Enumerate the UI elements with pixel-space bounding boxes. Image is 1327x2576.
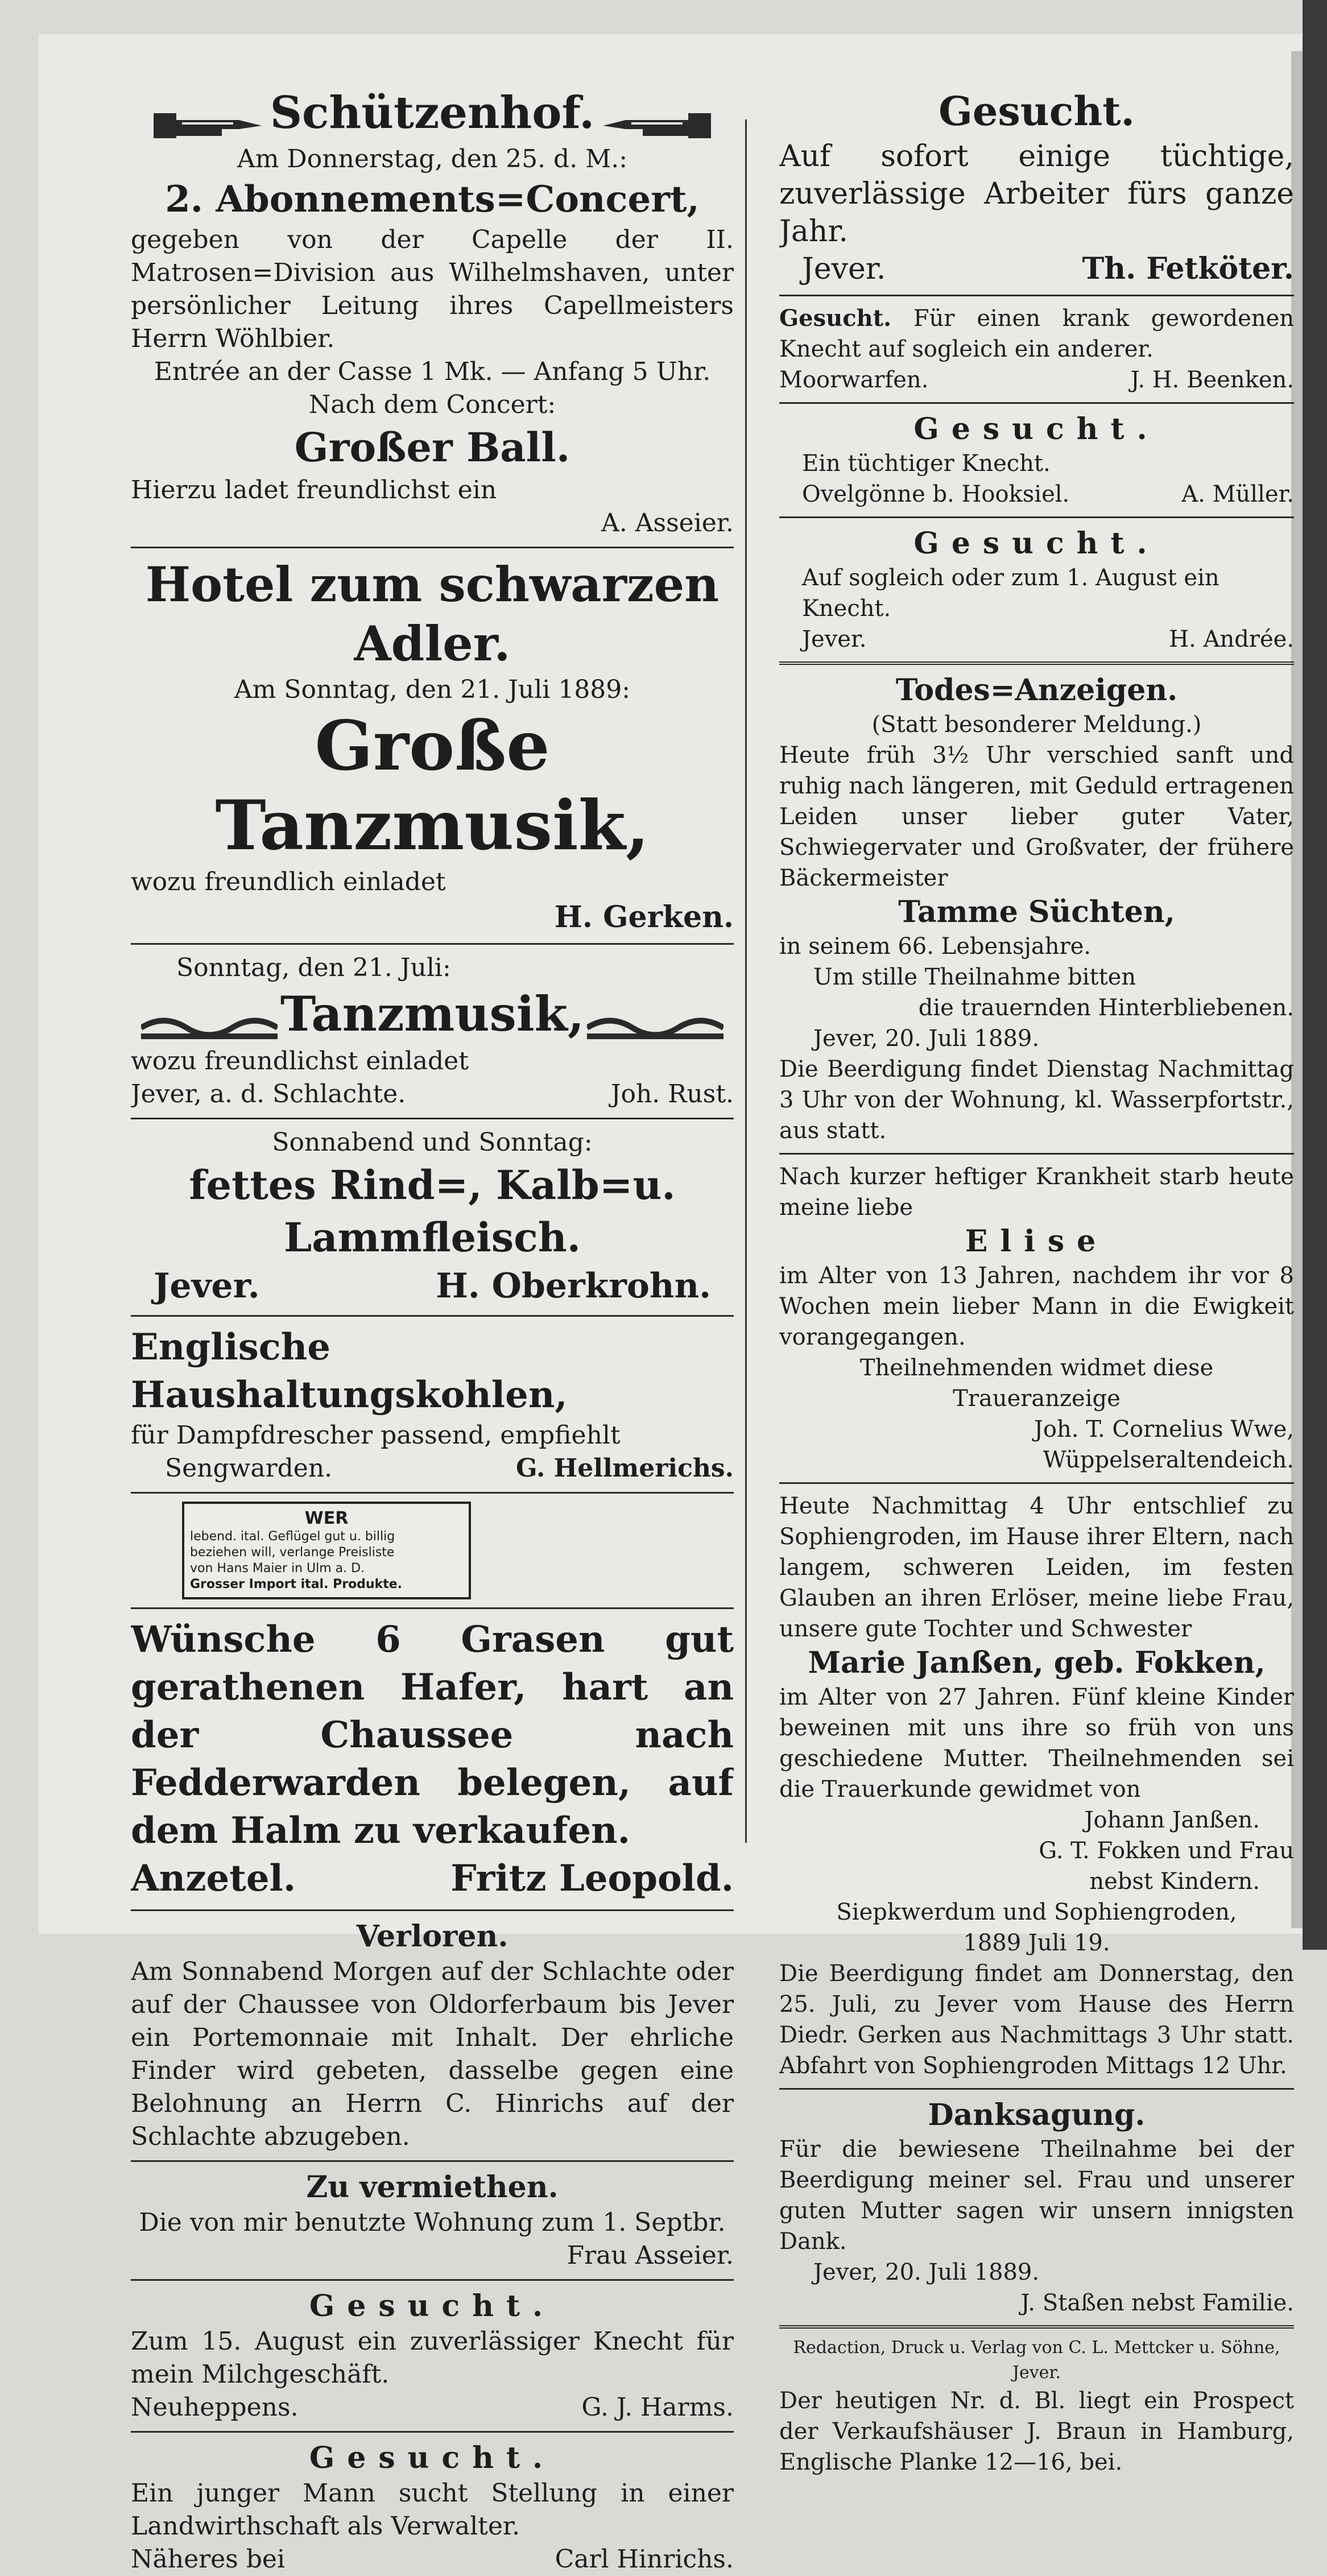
notice-signature-place: Wüppelseraltendeich. — [1043, 1447, 1294, 1473]
ad-headline: Große Tanzmusik, — [215, 705, 650, 866]
ad-separator — [779, 516, 1294, 518]
ad-signature: G. J. Harms. — [581, 2393, 734, 2422]
notice-subtitle: (Statt besonderer Meldung.) — [871, 712, 1202, 738]
pointing-hand-left-icon — [597, 109, 711, 143]
ad-line: beziehen will, verlange Preisliste — [190, 1545, 395, 1560]
ad-place: Jever, a. d. Schlachte. — [131, 1080, 406, 1109]
ad-place: Jever. — [802, 252, 886, 286]
ad-place: Anzetel. — [131, 1857, 296, 1900]
notice-title: Todes=Anzeigen. — [895, 673, 1178, 708]
ad-signature: J. H. Beenken. — [1130, 367, 1294, 393]
ad-signature: H. Oberkrohn. — [436, 1266, 711, 1306]
ad-body: Für einen krank gewordenen Knecht auf sogleich ein anderer. — [779, 305, 1294, 362]
notice-body: im Alter von 13 Jahren, nachdem ihr vor 8 Wochen mein lieber Mann in die Ewigkeit vorangegangen. — [779, 1263, 1294, 1350]
ad-signature: A. Müller. — [1181, 481, 1294, 507]
ad-signature: Th. Fetköter. — [1082, 251, 1294, 286]
ad-place: Näheres bei — [131, 2545, 286, 2574]
ad-separator — [779, 1482, 1294, 1484]
impressum-beilage: Der heutigen Nr. d. Bl. liegt ein Prospect der Verkaufshäuser J. Braun in Hamburg, Englische Planke 12—16, bei. — [779, 2388, 1294, 2475]
ad-subhead: Nach dem Concert: — [308, 390, 556, 419]
ad-place: Jever. — [154, 1266, 260, 1306]
ad-footer — [131, 1264, 734, 1308]
ad-line: Grosser Import ital. Produkte. — [190, 1577, 403, 1591]
ad-entry: Entrée an der Casse 1 Mk. — Anfang 5 Uhr. — [154, 357, 711, 386]
ad-title: Schützenhof. — [270, 87, 595, 139]
ad-tanzmusik-rust — [131, 952, 734, 1111]
ad-invite: Hierzu ladet freundlichst ein — [131, 475, 497, 505]
notice-body: Für die bewiesene Theilnahme bei der Beerdigung meiner sel. Frau und unserer guten Mutter sagen wir unsern innigsten Dank. — [779, 2136, 1294, 2255]
ad-headline: 2. Abonnements=Concert, — [165, 177, 700, 221]
notice-place: Siepkwerdum und Sophiengroden, — [836, 1899, 1237, 1925]
ad-place: Moorwarfen. — [779, 367, 929, 393]
ad-separator — [779, 402, 1294, 404]
ad-body: Auf sogleich oder zum 1. August ein Knecht. — [802, 565, 1219, 622]
notice-note: Theilnehmenden widmet diese Traueranzeige — [859, 1355, 1214, 1412]
notice-todes — [779, 672, 1294, 1146]
ad-body: Ein tüchtiger Knecht. — [802, 450, 1051, 477]
impressum — [779, 2335, 1294, 2478]
ad-separator — [131, 1315, 734, 1317]
ad-body: Am Sonnabend Morgen auf der Schlachte oder auf der Chaussee von Oldorferbaum bis Jever ein Portemonnaie mit Inhalt. Der ehrliche Finder wird gebeten, dasselbe gegen eine Belohnung an Herrn C. Hinrichs auf der Schlachte abzugeben. — [131, 1957, 734, 2151]
notice-signature: Johann Janßen. — [1084, 1807, 1260, 1833]
ornament-right-icon — [587, 1011, 724, 1045]
ad-footer — [131, 1452, 734, 1485]
ad-wer-box — [182, 1502, 471, 1599]
ad-body: Wünsche 6 Grasen gut gerathenen Hafer, hart an der Chaussee nach Fedderwarden belegen, auf dem Halm zu verkaufen. — [131, 1618, 734, 1852]
notice-age: in seinem 66. Lebensjahre. — [779, 933, 1091, 960]
notice-lead: Nach kurzer heftiger Krankheit starb heute meine liebe — [779, 1164, 1294, 1221]
ad-signature: Carl Hinrichs. — [555, 2545, 734, 2574]
ad-title: Hotel zum schwarzen Adler. — [145, 556, 720, 672]
ad-place: Ovelgönne b. Hooksiel. — [802, 481, 1070, 507]
notice-date: Jever, 20. Juli 1889. — [813, 1026, 1040, 1052]
ad-title: Verloren. — [356, 1919, 509, 1954]
ad-invite: wozu freundlichst einladet — [131, 1047, 469, 1076]
ad-body: Ein junger Mann sucht Stellung in einer Landwirthschaft als Verwalter. — [131, 2479, 734, 2541]
ad-invite: wozu freundlich einladet — [131, 867, 446, 896]
ad-separator — [131, 2431, 734, 2433]
ad-separator — [131, 2160, 734, 2162]
left-column — [131, 85, 734, 2576]
ad-separator — [131, 1492, 734, 1494]
ad-footer — [131, 1078, 734, 1111]
notice-name: Marie Janßen, geb. Fokken, — [808, 1645, 1266, 1680]
ad-body: Zum 15. August ein zuverlässiger Knecht für mein Milchgeschäft. — [131, 2327, 734, 2389]
notice-marie — [779, 1491, 1294, 2081]
notice-ask: Um stille Theilnahme bitten — [813, 964, 1136, 990]
ad-signature: G. Hellmerichs. — [516, 1454, 734, 1483]
ad-kohlen — [131, 1324, 734, 1485]
notice-name: Tamme Süchten, — [898, 895, 1175, 929]
column-divider — [745, 119, 747, 1843]
ad-gesucht-andree — [779, 525, 1294, 655]
ad-footer — [779, 365, 1294, 395]
ad-separator — [779, 661, 1294, 665]
ad-headline: Englische Haushaltungskohlen, — [131, 1326, 568, 1416]
notice-title: Danksagung. — [928, 2098, 1146, 2132]
ad-line: von Hans Maier in Ulm a. D. — [190, 1561, 365, 1576]
notice-body: im Alter von 27 Jahren. Fünf kleine Kinder beweinen mit uns ihre so früh von uns geschiedene Mutter. Theilnehmenden sei die Trauerkunde gewidmet von — [779, 1684, 1294, 1802]
ad-title: Gesucht. — [309, 2289, 556, 2323]
ad-hotel-adler — [131, 555, 734, 936]
ad-gesucht-beenken — [779, 303, 1294, 395]
impressum-line: Redaction, Druck u. Verlag von C. L. Mettcker u. Söhne, Jever. — [793, 2338, 1280, 2383]
ad-gesucht-harms — [131, 2288, 734, 2424]
ad-date: Sonntag, den 21. Juli: — [176, 953, 451, 982]
ad-separator — [131, 943, 734, 945]
notice-signature-2: G. T. Fokken und Frau — [1039, 1838, 1294, 1864]
ad-signature: Joh. Rust. — [610, 1080, 734, 1109]
ad-footer — [131, 2543, 734, 2576]
notice-date: Jever, 20. Juli 1889. — [813, 2259, 1040, 2285]
notice-signature: Joh. T. Cornelius Wwe, — [1034, 1416, 1294, 1442]
ad-place: Sengwarden. — [165, 1454, 333, 1483]
ad-signature: H. Andrée. — [1169, 626, 1294, 652]
ad-place: Jever. — [802, 626, 867, 652]
ad-footer — [131, 1855, 734, 1903]
pointing-hand-right-icon — [154, 109, 267, 143]
ad-separator — [131, 1118, 734, 1119]
ad-signature: Fritz Leopold. — [450, 1857, 734, 1900]
notice-danksagung — [779, 2097, 1294, 2318]
ad-separator — [131, 547, 734, 548]
ad-body: Die von mir benutzte Wohnung zum 1. Septbr. — [139, 2208, 726, 2237]
ad-gesucht-hinrichs — [131, 2439, 734, 2576]
notice-name: Elise — [965, 1224, 1109, 1259]
ad-date: Am Donnerstag, den 25. d. M.: — [237, 144, 628, 173]
notice-date: 1889 Juli 19. — [963, 1930, 1110, 1956]
notice-signature: J. Staßen nebst Familie. — [1020, 2290, 1294, 2316]
ad-signature: H. Gerken. — [554, 899, 734, 935]
ad-headline: fettes Rind=, Kalb=u. Lammfleisch. — [189, 1161, 676, 1261]
notice-body: Heute früh 3½ Uhr verschied sanft und ruhig nach längeren, mit Geduld ertragenen Leiden unser lieber guter Vater, Schwiegervater und Großvater, der frühere Bäckermeister — [779, 742, 1294, 891]
ad-lead: Gesucht. — [779, 305, 892, 332]
ad-separator — [779, 295, 1294, 296]
ad-verloren — [131, 1918, 734, 2153]
ad-signature: A. Asseier. — [601, 508, 734, 537]
notice-elise — [779, 1161, 1294, 1475]
notice-burial: Die Beerdigung findet Dienstag Nachmittag 3 Uhr von der Wohnung, kl. Wasserpfortstr., aus statt. — [779, 1056, 1294, 1144]
ad-headline: Tanzmusik, — [280, 985, 585, 1042]
ad-date: Sonnabend und Sonntag: — [272, 1128, 593, 1157]
ad-body: Auf sofort einige tüchtige, zuverlässige Arbeiter fürs ganze Jahr. — [779, 139, 1294, 249]
ad-gesucht-fetkoeter — [779, 85, 1294, 288]
ad-footer — [779, 479, 1294, 510]
ad-footer — [131, 2391, 734, 2424]
right-column — [779, 85, 1294, 2478]
ad-headline-2: Großer Ball. — [294, 423, 571, 471]
ad-title: WER — [304, 1508, 349, 1528]
ad-vermiethen — [131, 2169, 734, 2272]
ad-line: lebend. ital. Geflügel gut u. billig — [190, 1529, 395, 1544]
ad-footer — [779, 624, 1294, 655]
book-binding-edge — [1303, 0, 1327, 1950]
ad-title: Gesucht. — [913, 526, 1160, 561]
ad-separator — [131, 2279, 734, 2281]
ad-title: Gesucht. — [309, 2441, 556, 2475]
ad-title: Gesucht. — [939, 88, 1135, 135]
ad-date: Am Sonntag, den 21. Juli 1889: — [234, 675, 631, 704]
ad-hafer — [131, 1616, 734, 1903]
ad-title: Gesucht. — [913, 412, 1160, 446]
ad-signature: Frau Asseier. — [567, 2241, 734, 2270]
ad-schuetzenhof — [131, 85, 734, 540]
ad-separator — [779, 1153, 1294, 1155]
ad-separator — [779, 2325, 1294, 2329]
ad-oberkrohn — [131, 1126, 734, 1308]
ad-place: Neuheppens. — [131, 2393, 299, 2422]
notice-burial: Die Beerdigung findet am Donnerstag, den 25. Juli, zu Jever vom Hause des Herrn Diedr. Gerken aus Nachmittags 3 Uhr statt. Abfahrt von Sophiengroden Mittags 12 Uhr. — [779, 1961, 1294, 2079]
ad-title: Zu vermiethen. — [306, 2170, 559, 2205]
ad-separator — [779, 2088, 1294, 2090]
ad-body: für Dampfdrescher passend, empfiehlt — [131, 1421, 621, 1450]
ad-separator — [131, 1607, 734, 1609]
ad-footer — [779, 250, 1294, 288]
ad-gesucht-mueller — [779, 411, 1294, 510]
ornament-left-icon — [141, 1011, 278, 1045]
ad-separator — [131, 1909, 734, 1911]
notice-signature-3: nebst Kindern. — [1089, 1868, 1260, 1895]
notice-lead: Heute Nachmittag 4 Uhr entschlief zu Sophiengroden, im Hause ihrer Eltern, nach langem, schweren Leiden, im festen Glauben an ihren Erlöser, meine liebe Frau, unsere gute Tochter und Schwester — [779, 1493, 1294, 1642]
notice-family: die trauernden Hinterbliebenen. — [918, 995, 1294, 1021]
ad-body: gegeben von der Capelle der II. Matrosen=Division aus Wilhelmshaven, unter persönlicher Leitung ihres Capellmeisters Herrn Wöhlbier. — [131, 225, 734, 353]
